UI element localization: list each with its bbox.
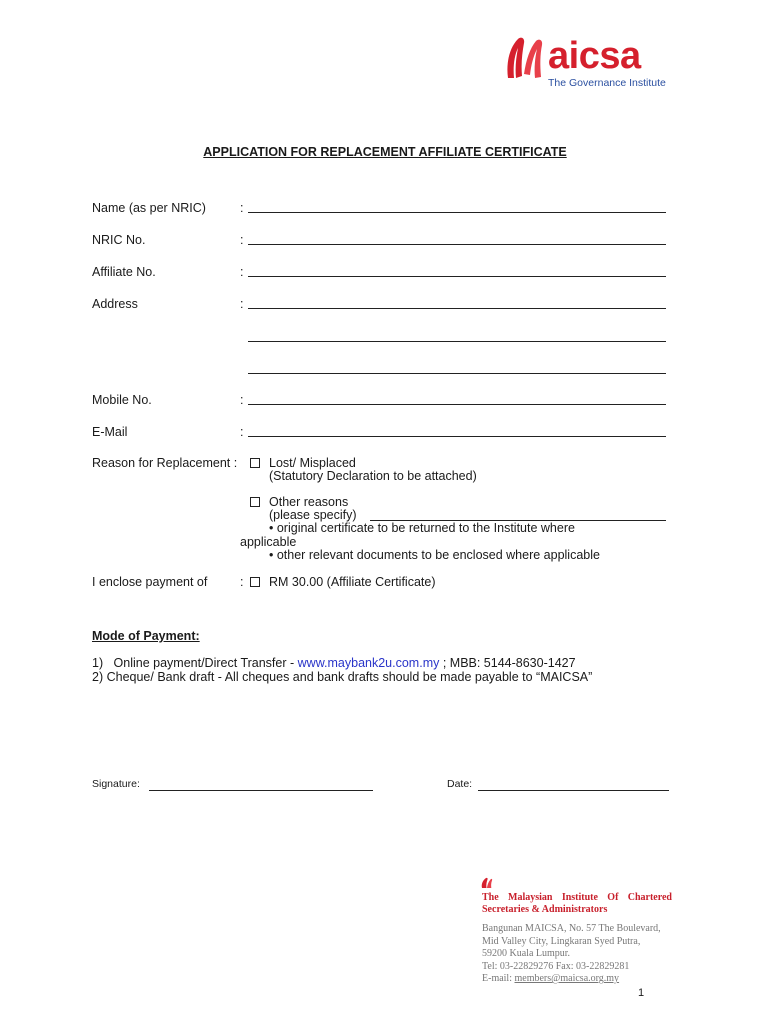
maybank-link[interactable]: www.maybank2u.com.my: [297, 656, 440, 670]
maicsa-m-icon: [502, 34, 552, 84]
logo-tagline: The Governance Institute: [548, 77, 666, 89]
page-number: 1: [638, 987, 645, 999]
lost-option-note: (Statutory Declaration to be attached): [269, 469, 477, 483]
field-label-nric: NRIC No.: [92, 233, 146, 247]
note-applicable: applicable: [240, 535, 297, 549]
payment-method-cheque: 2) Cheque/ Bank draft - All cheques and bank drafts should be made payable to “MAICSA”: [92, 670, 593, 684]
field-colon: :: [240, 425, 244, 439]
payment-label: I enclose payment of: [92, 575, 208, 589]
field-colon: :: [240, 265, 244, 279]
online-suffix: ; MBB: 5144-8630-1427: [439, 656, 576, 670]
footer-address-line: Mid Valley City, Lingkaran Syed Putra,: [482, 935, 641, 947]
field-label-affiliate: Affiliate No.: [92, 265, 156, 279]
payment-option-label: RM 30.00 (Affiliate Certificate): [269, 575, 436, 589]
field-colon: :: [240, 233, 244, 247]
payment-method-online: [92, 656, 576, 670]
footer-address: [482, 923, 672, 986]
other-reasons-checkbox[interactable]: [250, 497, 260, 507]
form-title: APPLICATION FOR REPLACEMENT AFFILIATE CERTIFICATE: [203, 145, 567, 159]
mobile-input-line[interactable]: [248, 404, 666, 405]
footer-org-name: The Malaysian Institute Of Chartered Secretaries & Administrators: [482, 892, 672, 915]
address-input-line-3[interactable]: [248, 373, 666, 374]
footer-address-line: Bangunan MAICSA, No. 57 The Boulevard,: [482, 923, 661, 934]
reason-label: Reason for Replacement :: [92, 456, 238, 470]
online-prefix: 1) Online payment/Direct Transfer -: [92, 656, 298, 670]
date-line[interactable]: [478, 790, 669, 791]
footer-address-line: 59200 Kuala Lumpur.: [482, 948, 571, 959]
email-input-line[interactable]: [248, 436, 666, 437]
other-reasons-label: Other reasons: [269, 495, 349, 509]
footer-phone: Tel: 03-22829276 Fax: 03-22829281: [482, 960, 630, 972]
field-label-address: Address: [92, 297, 138, 311]
address-input-line-2[interactable]: [248, 341, 666, 342]
field-colon: :: [240, 201, 244, 215]
maicsa-logo: [502, 34, 677, 96]
rm30-checkbox[interactable]: [250, 577, 260, 587]
lost-checkbox[interactable]: [250, 458, 260, 468]
lost-option-label: Lost/ Misplaced: [269, 456, 356, 470]
payment-colon: :: [240, 575, 244, 589]
name-input-line[interactable]: [248, 212, 666, 213]
address-input-line-1[interactable]: [248, 308, 666, 309]
mode-of-payment-heading: Mode of Payment:: [92, 629, 200, 643]
note-other-documents: • other relevant documents to be enclosed where applicable: [269, 548, 600, 562]
signature-label: Signature:: [92, 778, 140, 790]
footer-email-line: [482, 973, 672, 986]
nric-input-line[interactable]: [248, 244, 666, 245]
field-colon: :: [240, 297, 244, 311]
field-label-email: E-Mail: [92, 425, 128, 439]
footer-email-prefix: E-mail:: [482, 973, 515, 984]
field-label-name: Name (as per NRIC): [92, 201, 206, 215]
date-label: Date:: [447, 778, 473, 790]
maicsa-small-logo-icon: [481, 877, 493, 889]
field-colon: :: [240, 393, 244, 407]
affiliate-input-line[interactable]: [248, 276, 666, 277]
logo-wordmark: aicsa: [548, 35, 641, 77]
signature-line[interactable]: [149, 790, 373, 791]
note-original-certificate: • original certificate to be returned to the Institute where: [269, 521, 575, 535]
footer-email-link[interactable]: members@maicsa.org.my: [514, 973, 620, 984]
please-specify-label: (please specify): [269, 508, 357, 522]
field-label-mobile: Mobile No.: [92, 393, 152, 407]
